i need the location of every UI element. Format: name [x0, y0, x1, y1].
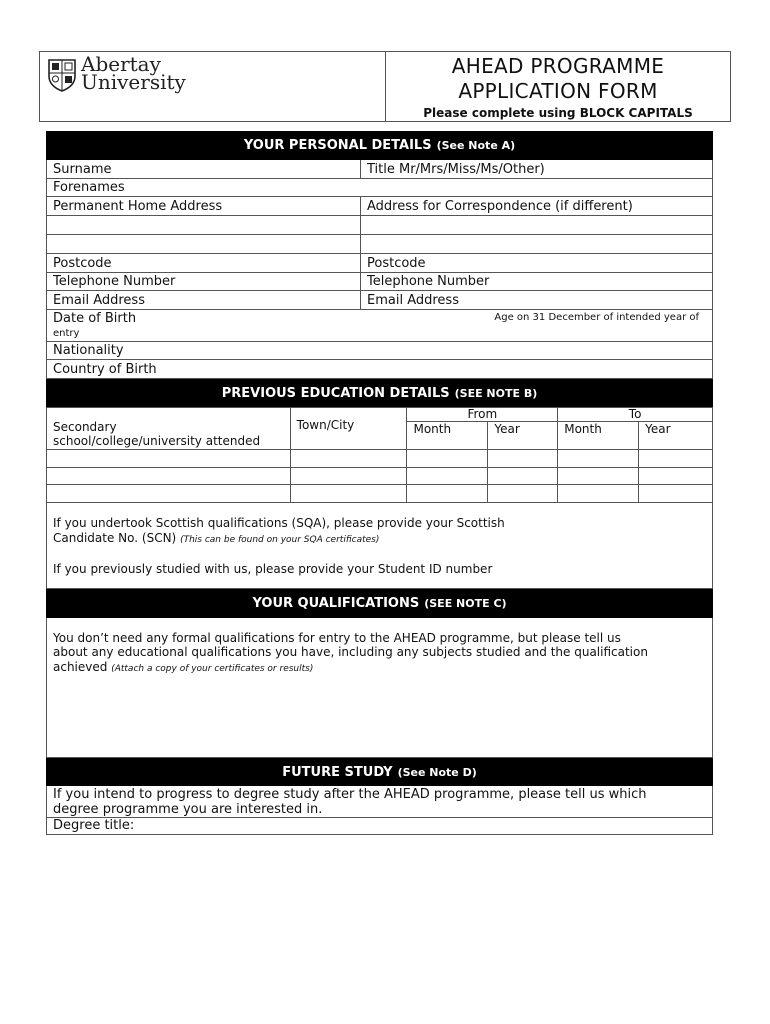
qualifications-heading	[46, 589, 713, 618]
home-email-label: Email Address	[53, 292, 145, 308]
university-logo	[81, 52, 186, 94]
student-id-text: If you previously studied with us, please provide your Student ID number	[53, 562, 493, 576]
from-column-header	[407, 408, 558, 422]
education-entry-row	[47, 485, 713, 503]
application-form	[46, 131, 713, 835]
from-month-input[interactable]	[407, 468, 488, 485]
age-label-line-1: Age on 31 December of intended year of	[494, 312, 699, 323]
town-input[interactable]	[290, 485, 407, 503]
correspondence-telephone-label: Telephone Number	[367, 274, 490, 289]
home-telephone-label: Telephone Number	[53, 274, 176, 289]
achieved-label: achieved	[53, 660, 108, 674]
forenames-row	[46, 179, 713, 197]
dob-label: Date of Birth	[53, 311, 137, 326]
future-heading-text: FUTURE STUDY	[282, 764, 393, 780]
nationality-field[interactable]	[47, 342, 124, 359]
address-row	[46, 197, 713, 216]
scn-label: Candidate No. (SCN)	[53, 531, 177, 545]
nationality-label: Nationality	[53, 343, 124, 358]
home-postcode-label: Postcode	[53, 255, 112, 271]
school-header-line-2: school/college/university attended	[53, 434, 261, 448]
school-input[interactable]	[47, 450, 291, 468]
home-address-label: Permanent Home Address	[53, 198, 223, 214]
title-label: Title Mr/Mrs/Miss/Ms/Other)	[367, 161, 545, 177]
qualifications-heading-text: YOUR QUALIFICATIONS	[252, 596, 420, 611]
personal-details-heading	[46, 131, 713, 160]
sqa-text-line-2	[53, 531, 379, 545]
nationality-row	[46, 342, 713, 360]
degree-title-row[interactable]	[46, 818, 713, 835]
correspondence-email-field[interactable]	[361, 291, 459, 309]
education-heading-text: PREVIOUS EDUCATION DETAILS	[221, 385, 450, 401]
from-month-header	[407, 422, 488, 450]
home-address-field[interactable]	[47, 197, 361, 215]
logo-line-1: Abertay	[81, 52, 161, 76]
country-of-birth-field[interactable]	[47, 360, 157, 378]
dob-row[interactable]	[46, 310, 713, 342]
correspondence-email-label: Email Address	[367, 292, 459, 308]
qualifications-section[interactable]	[46, 618, 713, 758]
town-input[interactable]	[290, 450, 407, 468]
to-year-input[interactable]	[639, 450, 713, 468]
postcode-row	[46, 254, 713, 273]
country-of-birth-row	[46, 360, 713, 379]
home-postcode-field[interactable]	[47, 254, 361, 272]
to-month-input[interactable]	[558, 450, 639, 468]
qualifications-text-line-2: about any educational qualifications you have, including any subjects studied and the qualification	[53, 645, 648, 659]
from-year-header	[488, 422, 558, 450]
personal-heading-text: YOUR PERSONAL DETAILS	[243, 138, 432, 153]
home-email-field[interactable]	[47, 291, 361, 309]
from-year-input[interactable]	[488, 485, 558, 503]
education-header-row-1	[47, 408, 713, 422]
to-year-input[interactable]	[639, 485, 713, 503]
to-year-header	[639, 422, 713, 450]
to-month-label: Month	[564, 422, 602, 436]
surname-label: Surname	[53, 161, 112, 177]
from-year-label: Year	[494, 422, 520, 436]
university-crest-icon	[47, 58, 77, 92]
to-month-input[interactable]	[558, 468, 639, 485]
education-entry-row	[47, 468, 713, 485]
home-address-line-3[interactable]	[47, 235, 361, 253]
correspondence-address-line-3[interactable]	[361, 235, 367, 253]
school-header-line-1: Secondary	[53, 420, 117, 434]
from-month-label: Month	[413, 422, 452, 436]
correspondence-postcode-field[interactable]	[361, 254, 426, 272]
correspondence-address-label: Address for Correspondence (if different)	[367, 198, 633, 214]
form-subtitle: Please complete using BLOCK CAPITALS	[423, 106, 693, 120]
home-address-line-2[interactable]	[47, 216, 361, 234]
from-month-input[interactable]	[407, 485, 488, 503]
town-input[interactable]	[290, 468, 407, 485]
education-entry-row	[47, 450, 713, 468]
school-input[interactable]	[47, 468, 291, 485]
from-year-input[interactable]	[488, 450, 558, 468]
future-heading-note: (See Note D)	[397, 765, 477, 779]
form-title-line-2: APPLICATION FORM	[458, 79, 658, 103]
sqa-section[interactable]	[46, 503, 713, 589]
forenames-field[interactable]	[47, 179, 125, 196]
to-header-label: To	[628, 407, 642, 421]
degree-title-label: Degree title:	[53, 818, 135, 833]
to-month-input[interactable]	[558, 485, 639, 503]
title-field[interactable]	[361, 160, 545, 178]
school-column-header	[47, 408, 291, 450]
email-row	[46, 291, 713, 310]
education-heading-note: (SEE NOTE B)	[454, 386, 538, 400]
title-area	[386, 52, 730, 121]
qualifications-text-line-3	[53, 660, 313, 674]
telephone-row	[46, 273, 713, 291]
town-header-label: Town/City	[296, 418, 355, 432]
to-month-header	[558, 422, 639, 450]
future-study-heading	[46, 758, 713, 786]
form-header	[39, 51, 731, 122]
from-header-label: From	[467, 407, 498, 421]
sqa-text-line-1: If you undertook Scottish qualifications (SQA), please provide your Scottish	[53, 516, 505, 530]
correspondence-postcode-label: Postcode	[367, 255, 426, 271]
town-column-header	[290, 408, 407, 450]
future-text-line-1: If you intend to progress to degree study after the AHEAD programme, please tell us which	[53, 787, 647, 802]
qualifications-heading-note: (SEE NOTE C)	[424, 597, 507, 610]
correspondence-address-field[interactable]	[361, 197, 633, 215]
country-of-birth-label: Country of Birth	[53, 361, 157, 377]
sqa-certificate-note: (This can be found on your SQA certificates)	[180, 535, 380, 545]
logo-area	[40, 52, 386, 121]
qualifications-text-line-1: You don’t need any formal qualifications for entry to the AHEAD programme, but please tell us	[53, 631, 621, 645]
future-text-line-2: degree programme you are interested in.	[53, 802, 323, 817]
correspondence-telephone-field[interactable]	[361, 273, 489, 290]
to-year-input[interactable]	[639, 468, 713, 485]
age-label-line-2: entry	[53, 328, 80, 339]
future-study-section[interactable]	[46, 786, 713, 818]
address-line-row	[46, 235, 713, 254]
personal-heading-note: (See Note A)	[436, 139, 516, 152]
to-year-label: Year	[645, 422, 671, 436]
form-title-line-1: AHEAD PROGRAMME	[451, 54, 665, 78]
to-column-header	[558, 408, 713, 422]
surname-field[interactable]	[47, 160, 361, 178]
address-line-row	[46, 216, 713, 235]
school-input[interactable]	[47, 485, 291, 503]
attach-certificates-note: (Attach a copy of your certificates or results)	[111, 664, 314, 674]
education-heading	[46, 379, 713, 407]
forenames-label: Forenames	[53, 180, 125, 195]
home-telephone-field[interactable]	[47, 273, 361, 290]
surname-row	[46, 160, 713, 179]
from-month-input[interactable]	[407, 450, 488, 468]
from-year-input[interactable]	[488, 468, 558, 485]
education-table	[46, 407, 713, 503]
correspondence-address-line-2[interactable]	[361, 216, 367, 234]
logo-line-2: University	[81, 70, 186, 94]
